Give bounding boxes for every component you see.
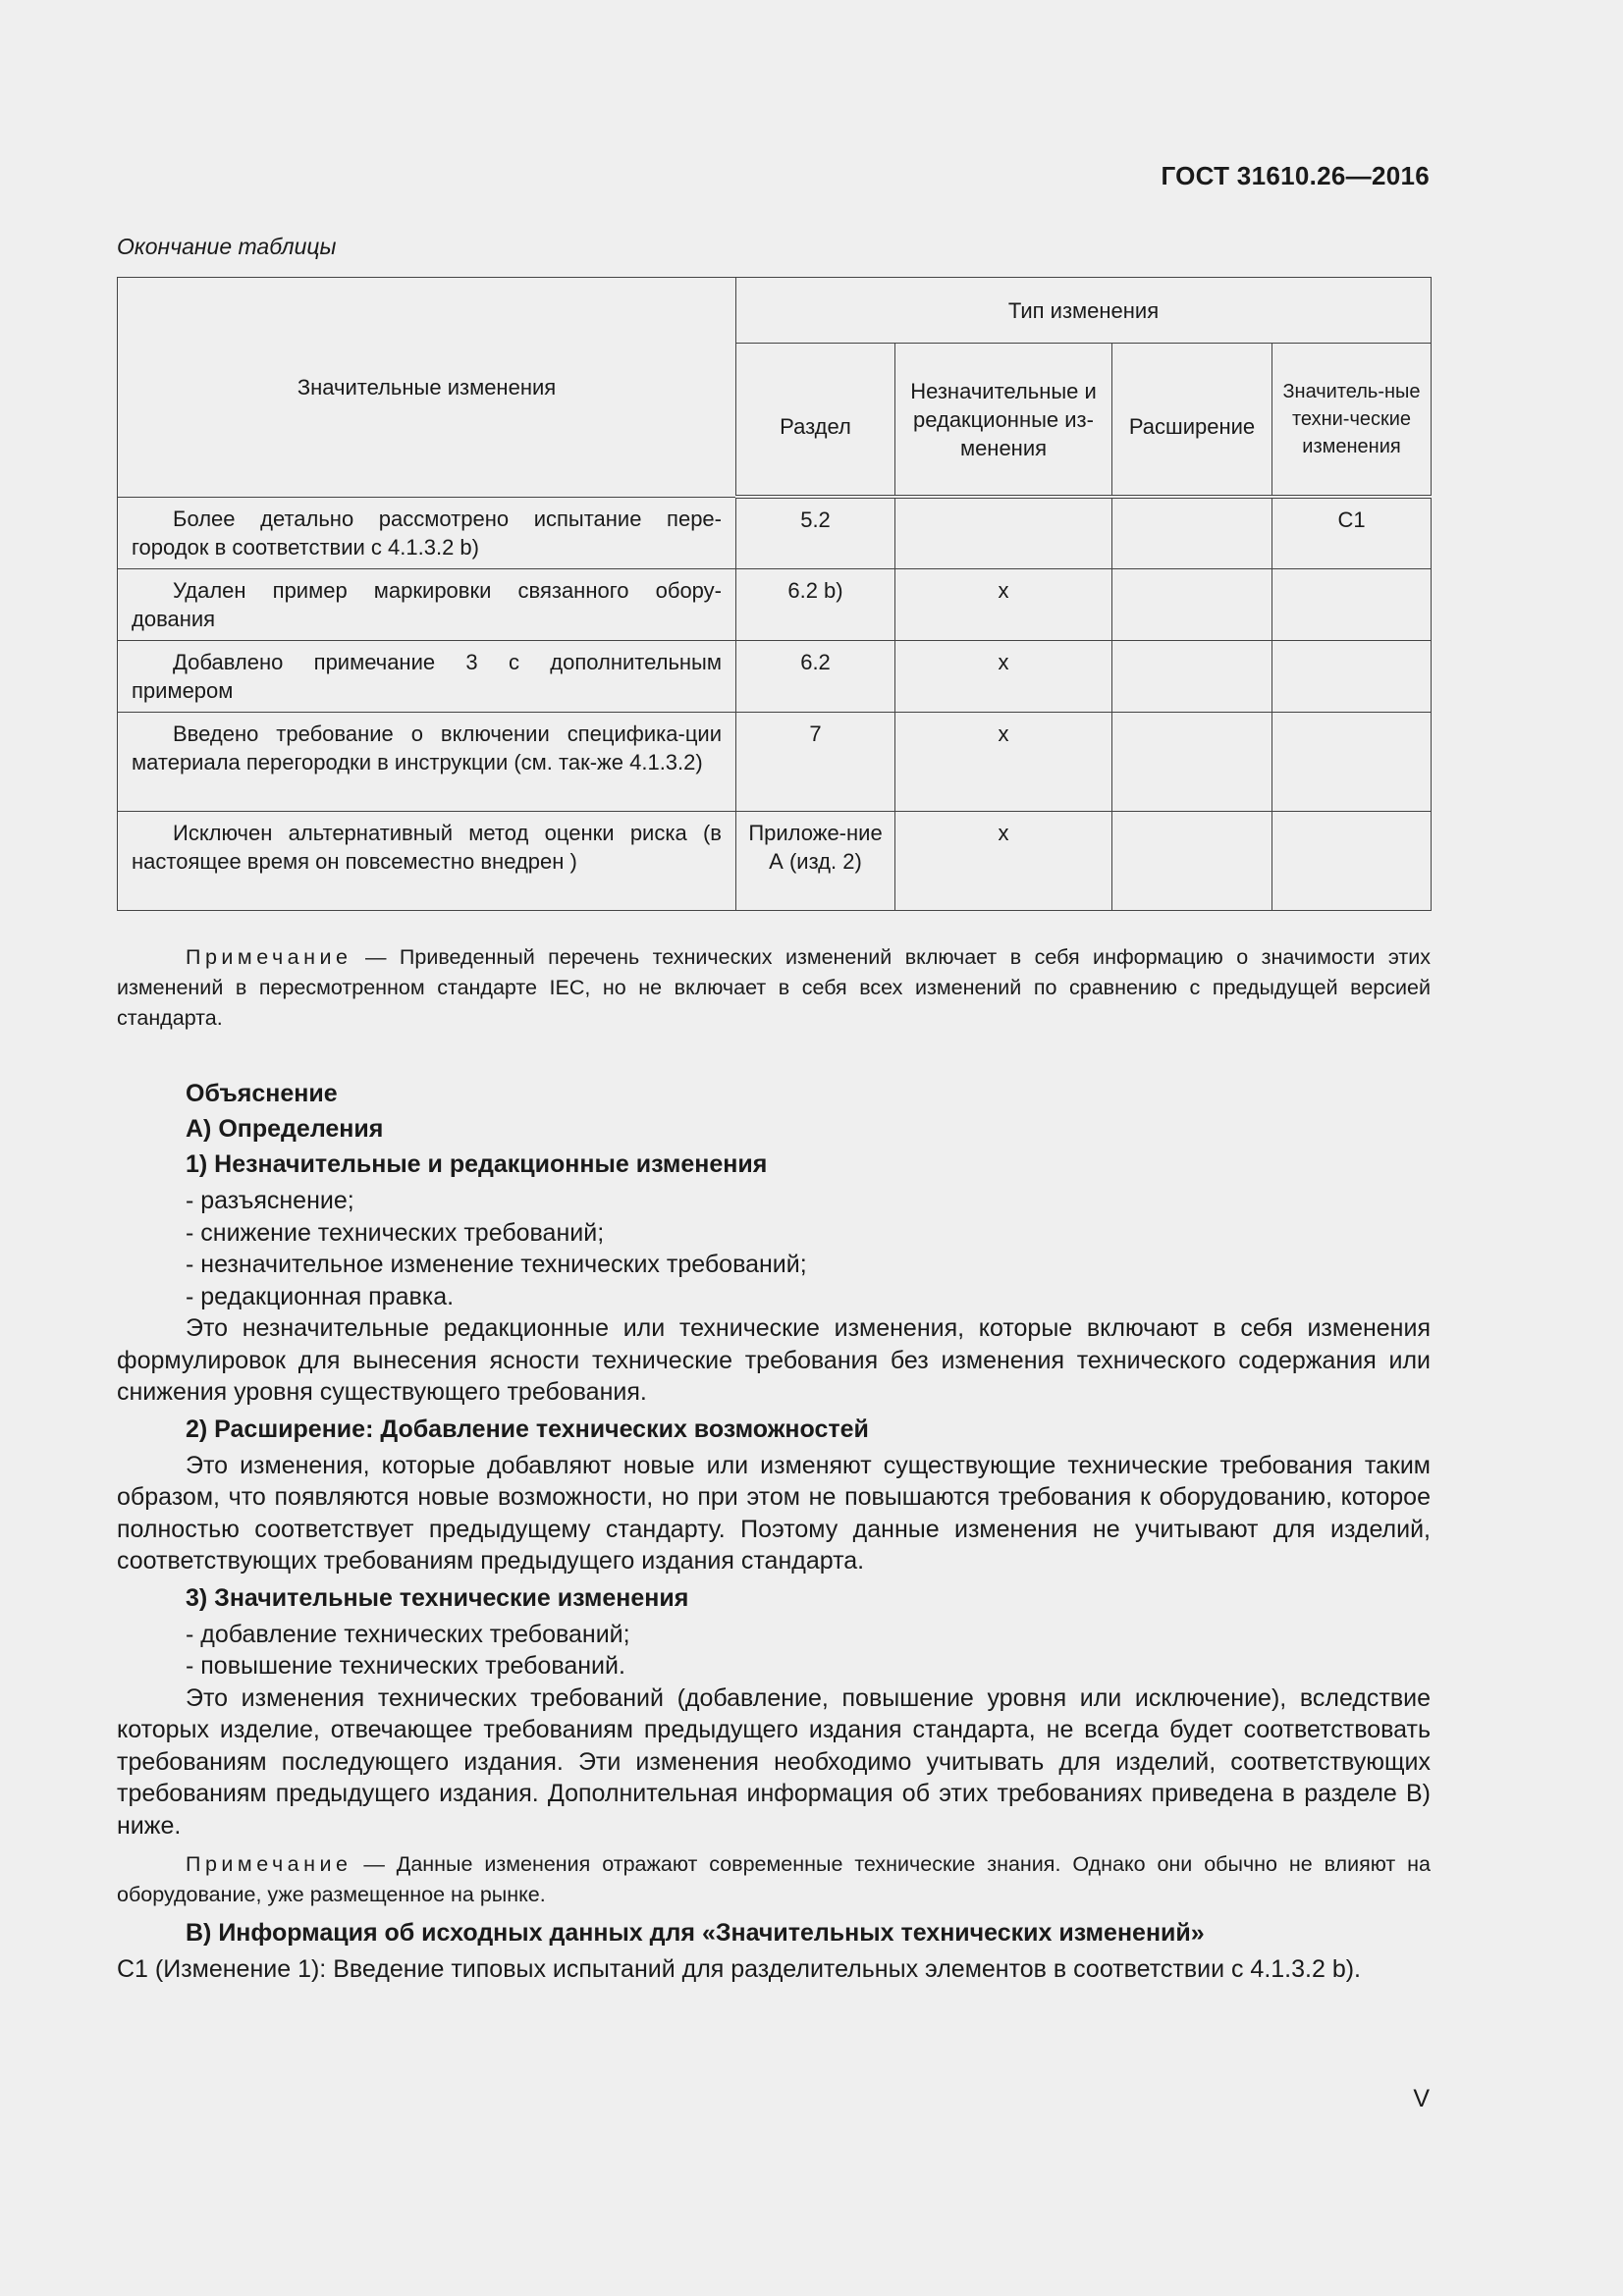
col-header-major: Значитель-ные техни-ческие изменения [1272,344,1432,498]
row-major: C1 [1272,497,1432,568]
row-section: 6.2 [736,640,895,712]
row-minor [895,497,1112,568]
row-description: Введено требование о включении специфика-ции материала перегородки в инструкции (см. так-же 4.1.3.2) [118,712,736,811]
note-lead: Примечание [186,945,352,969]
col-header-main: Значительные изменения [118,278,736,498]
table-row [118,497,1432,568]
row-minor: x [895,712,1112,811]
col-group-header: Тип изменения [736,278,1432,344]
explanation-section [117,1073,1431,1986]
section-2-title: 2) Расширение: Добавление технических возможностей [186,1415,869,1443]
explanation-title: Объяснение [186,1080,338,1107]
row-extension [1112,568,1272,640]
row-minor: x [895,640,1112,712]
col-header-section: Раздел [736,344,895,498]
row-description: Более детально рассмотрено испытание пере-городок в соответствии с 4.1.3.2 b) [118,497,736,568]
c1-text: C1 (Изменение 1): Введение типовых испытаний для разделительных элементов в соответствии с 4.1.3.2 b). [117,1955,1361,1983]
row-minor: x [895,811,1112,910]
table-caption: Окончание таблицы [117,234,337,259]
list-item: - разъяснение; [186,1187,354,1214]
list-item: - редакционная правка. [186,1282,455,1310]
row-major [1272,640,1432,712]
col-header-extension: Расширение [1112,344,1272,498]
table-note [117,942,1431,1034]
list-item: - повышение технических требований. [186,1652,625,1680]
table-row [118,568,1432,640]
row-description: Добавлено примечание 3 с дополнительным примером [118,640,736,712]
row-section: 7 [736,712,895,811]
explanation-note [117,1849,1431,1910]
list-item: - незначительное изменение технических требований; [186,1251,807,1278]
section-3-text: Это изменения технических требований (добавление, повышение уровня или исключение), вследствие которых изделие, отвечающее требованиям предыдущего издания стандарта, не всегда будет соответствовать требованиям последующего издания. Эти изменения необходимо учитывать для изделий, соответствующих требованиям предыдущего издания. Дополнительная информация об этих требованиях приведена в разделе В) ниже. [117,1683,1431,1840]
row-extension [1112,640,1272,712]
row-section: Приложе-ние А (изд. 2) [736,811,895,910]
note-lead: Примечание [186,1852,352,1876]
col-header-minor: Незначительные и редакционные из-менения [895,344,1112,498]
table-row [118,712,1432,811]
note-text: — Приведенный перечень технических изменений включает в себя информацию о значимости этих изменений в пересмотренном стандарте IEC, но не включает в себя всех изменений по сравнению с предыдущей версией стандарта. [117,945,1431,1030]
row-description: Исключен альтернативный метод оценки риска (в настоящее время он повсеместно внедрен ) [118,811,736,910]
list-item: - снижение технических требований; [186,1218,605,1247]
note-text: — Данные изменения отражают современные технические знания. Однако они обычно не влияют на оборудование, уже размещенное на рынке. [117,1852,1431,1906]
row-minor: x [895,568,1112,640]
changes-table [117,277,1432,911]
row-extension [1112,811,1272,910]
row-section: 6.2 b) [736,568,895,640]
section-1-text: Это незначительные редакционные или технические изменения, которые включают в себя изменения формулировок для вынесения ясности технические требования без изменения технического содержания или снижения уровня существующего требования. [117,1314,1431,1406]
definitions-title: А) Определения [186,1115,384,1143]
row-description: Удален пример маркировки связанного обору-дования [118,568,736,640]
document-code: ГОСТ 31610.26—2016 [1161,161,1430,190]
row-extension [1112,497,1272,568]
list-item: - добавление технических требований; [186,1620,630,1648]
section-3-title: 3) Значительные технические изменения [186,1583,689,1612]
row-extension [1112,712,1272,811]
table-row [118,811,1432,910]
row-major [1272,811,1432,910]
row-section: 5.2 [736,497,895,568]
section-b-title: В) Информация об исходных данных для «Значительных технических изменений» [186,1919,1205,1947]
section-2-text: Это изменения, которые добавляют новые или изменяют существующие технические требования таким образом, что появляются новые возможности, но при этом не повышаются требования к оборудованию, которое полностью соответствует предыдущему стандарту. Поэтому данные изменения не учитывают для изделий, соответствующих требованиям предыдущего издания стандарта. [117,1451,1431,1575]
row-major [1272,712,1432,811]
section-1-title: 1) Незначительные и редакционные изменения [186,1150,768,1178]
row-major [1272,568,1432,640]
table-row [118,640,1432,712]
page-number: V [1413,2085,1430,2112]
